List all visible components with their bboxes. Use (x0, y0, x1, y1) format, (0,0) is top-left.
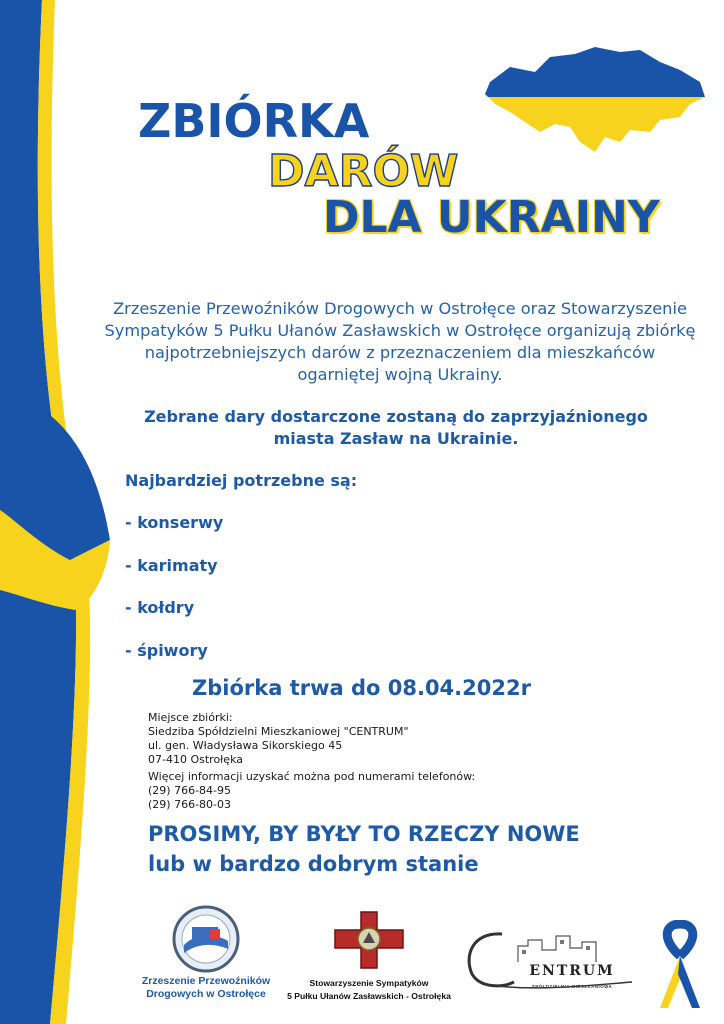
location-street: ul. gen. Władysława Sikorskiego 45 (148, 739, 343, 752)
delivery-line: miasta Zasław na Ukrainie. (273, 429, 519, 448)
centrum-logo-name: ENTRUM (529, 963, 615, 979)
ukraine-map-icon (480, 42, 708, 160)
ulans-logo-caption (278, 977, 460, 1003)
ulans-caption-line: 5 Pułku Ułanów Zasławskich - Ostrołęka (287, 991, 451, 1001)
intro-paragraph (84, 298, 716, 386)
needed-item: - śpiwory (125, 641, 208, 660)
needed-item: - konserwy (125, 513, 224, 532)
contact-label: Więcej informacji uzyskać można pod numerami telefonów: (148, 770, 476, 783)
carriers-logo-icon (170, 905, 242, 973)
carriers-logo-caption (136, 975, 276, 1001)
ulans-cross-icon (333, 910, 405, 970)
title-line-2: DARÓW (268, 146, 459, 197)
location-city: 07-410 Ostrołęka (148, 753, 243, 766)
title-line-3: DLA UKRAINY (323, 192, 660, 243)
location-name: Siedziba Spółdzielni Mieszkaniowej "CENTRUM" (148, 725, 409, 738)
ulans-caption-line: Stowarzyszenie Sympatyków (309, 978, 429, 988)
delivery-note (100, 406, 692, 450)
flag-ribbon (0, 0, 120, 1024)
needed-item: - karimaty (125, 556, 218, 575)
phone-number: (29) 766-80-03 (148, 798, 232, 811)
carriers-caption-line: Drogowych w Ostrołęce (146, 988, 266, 1000)
centrum-logo-icon (462, 926, 634, 992)
intro-line: Zrzeszenie Przewoźników Drogowych w Ostrołęce oraz Stowarzyszenie (113, 299, 687, 318)
centrum-logo-subtitle: SPÓŁDZIELNIA MIESZKANIOWA (531, 984, 613, 989)
title-line-1: ZBIÓRKA (138, 94, 370, 148)
intro-line: najpotrzebniejszych darów z przeznaczeniem dla mieszkańców (144, 343, 656, 362)
plea-line-2: lub w bardzo dobrym stanie (148, 852, 479, 876)
carriers-caption-line: Zrzeszenie Przewoźników (141, 975, 271, 987)
ukraine-awareness-ribbon-icon (652, 920, 708, 1012)
intro-line: ogarniętej wojną Ukrainy. (297, 365, 503, 384)
needed-item: - kołdry (125, 598, 195, 617)
intro-line: Sympatyków 5 Pułku Ułanów Zasławskich w Ostrołęce organizują zbiórkę (104, 321, 696, 340)
phone-number: (29) 766-84-95 (148, 784, 232, 797)
needed-heading: Najbardziej potrzebne są: (125, 471, 358, 490)
location-label: Miejsce zbiórki: (148, 711, 233, 724)
delivery-line: Zebrane dary dostarczone zostaną do zaprzyjaźnionego (144, 407, 648, 426)
plea-line-1: PROSIMY, BY BYŁY TO RZECZY NOWE (148, 822, 580, 846)
deadline: Zbiórka trwa do 08.04.2022r (192, 676, 531, 700)
